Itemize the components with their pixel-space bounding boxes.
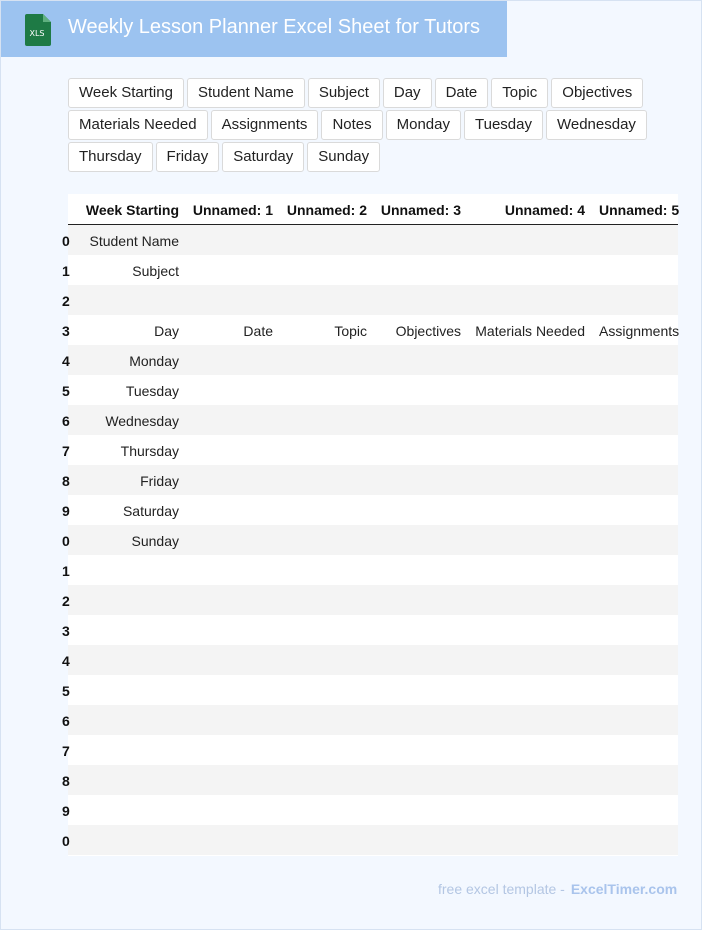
table-cell: Friday (140, 473, 179, 489)
column-header[interactable]: Unnamed: 5 (599, 202, 680, 218)
table-row (62, 645, 678, 675)
chip-assignments[interactable]: Assignments (211, 110, 319, 140)
svg-text:XLS: XLS (29, 29, 45, 38)
table-row (62, 495, 678, 525)
table-cell: Monday (129, 353, 179, 369)
table-cell: Sunday (131, 533, 179, 549)
footer-brand-link[interactable]: ExcelTimer.com (570, 881, 678, 897)
table-cell: Objectives (395, 323, 461, 339)
table-row (62, 315, 680, 345)
chip-row (68, 78, 648, 110)
table-row (62, 225, 678, 255)
row-index: 4 (62, 653, 70, 669)
table-row (62, 825, 678, 855)
column-header[interactable]: Week Starting (85, 202, 179, 218)
table-cell: Day (154, 323, 179, 339)
footer-credit (438, 881, 677, 897)
chip-wednesday[interactable]: Wednesday (546, 110, 647, 140)
chip-tuesday[interactable]: Tuesday (464, 110, 543, 140)
row-index: 5 (62, 383, 70, 399)
row-index: 2 (62, 293, 70, 309)
chip-materials-needed[interactable]: Materials Needed (68, 110, 208, 140)
row-index: 8 (62, 473, 70, 489)
xls-file-icon (23, 14, 51, 46)
table-row (62, 585, 678, 615)
chip-day[interactable]: Day (383, 78, 432, 108)
table-row (62, 435, 678, 465)
column-header[interactable]: Unnamed: 4 (504, 202, 585, 218)
table-row (62, 705, 678, 735)
row-index: 0 (62, 833, 70, 849)
table-row (62, 255, 678, 285)
chip-week-starting[interactable]: Week Starting (68, 78, 184, 108)
row-index: 0 (62, 233, 70, 249)
table-row (62, 405, 678, 435)
row-index: 7 (62, 443, 70, 459)
row-index: 0 (62, 533, 70, 549)
row-index: 6 (62, 713, 70, 729)
table-row (62, 765, 678, 795)
chip-student-name[interactable]: Student Name (187, 78, 305, 108)
row-index: 3 (62, 623, 70, 639)
chip-monday[interactable]: Monday (386, 110, 461, 140)
table-cell: Assignments (599, 323, 680, 339)
column-header[interactable]: Unnamed: 1 (192, 202, 273, 218)
chip-row (68, 110, 648, 142)
chip-sunday[interactable]: Sunday (307, 142, 380, 172)
table-row (62, 375, 678, 405)
row-index: 1 (62, 263, 70, 279)
chip-notes[interactable]: Notes (321, 110, 382, 140)
chip-subject[interactable]: Subject (308, 78, 380, 108)
row-index: 1 (62, 563, 70, 579)
row-index: 9 (62, 503, 70, 519)
table-cell: Materials Needed (475, 323, 585, 339)
spreadsheet-table (62, 194, 680, 856)
table-row (62, 525, 678, 555)
row-index: 9 (62, 803, 70, 819)
table-row (62, 345, 678, 375)
column-header[interactable]: Unnamed: 3 (380, 202, 461, 218)
row-index: 6 (62, 413, 70, 429)
table-row (62, 615, 678, 645)
table-cell: Tuesday (125, 383, 179, 399)
chip-objectives[interactable]: Objectives (551, 78, 643, 108)
chip-row (68, 142, 648, 174)
table-cell: Saturday (122, 503, 179, 519)
table-cell: Subject (132, 263, 179, 279)
table-row (62, 555, 678, 585)
table-row (62, 795, 678, 825)
table-cell: Date (243, 323, 273, 339)
table-row (62, 675, 678, 705)
table-row (62, 465, 678, 495)
chip-saturday[interactable]: Saturday (222, 142, 304, 172)
chip-date[interactable]: Date (435, 78, 489, 108)
chip-topic[interactable]: Topic (491, 78, 548, 108)
row-index: 7 (62, 743, 70, 759)
chip-thursday[interactable]: Thursday (68, 142, 153, 172)
column-filter-chips (68, 78, 648, 174)
page-title: Weekly Lesson Planner Excel Sheet for Tutors (68, 16, 481, 38)
row-index: 3 (62, 323, 70, 339)
table-row (62, 285, 678, 315)
table-cell: Topic (334, 323, 367, 339)
table-cell: Wednesday (105, 413, 179, 429)
table-row (62, 735, 678, 765)
table-cell: Thursday (120, 443, 179, 459)
table-header-row (68, 194, 678, 225)
chip-friday[interactable]: Friday (156, 142, 220, 172)
title-banner (1, 1, 507, 57)
row-index: 4 (62, 353, 70, 369)
footer-text: free excel template - (438, 881, 565, 897)
table-cell: Student Name (89, 233, 179, 249)
row-index: 5 (62, 683, 70, 699)
column-header[interactable]: Unnamed: 2 (286, 202, 367, 218)
row-index: 2 (62, 593, 70, 609)
row-index: 8 (62, 773, 70, 789)
